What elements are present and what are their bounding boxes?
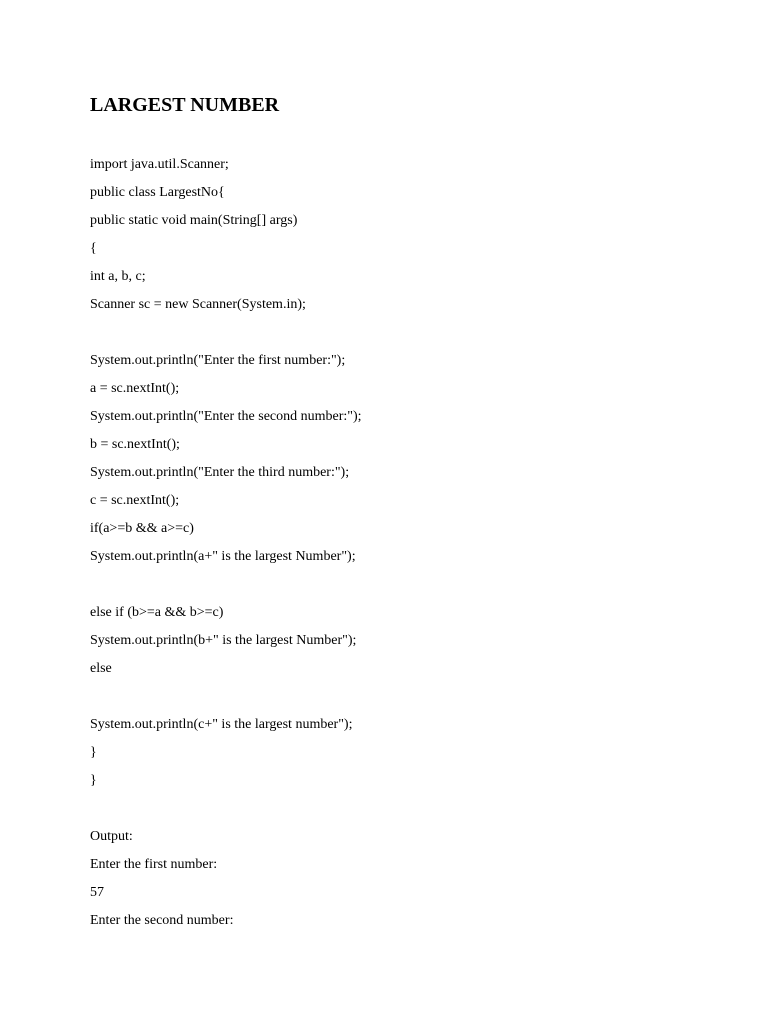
code-line: int a, b, c;: [90, 269, 146, 284]
code-line: System.out.println(b+" is the largest Number");: [90, 633, 357, 648]
code-line: System.out.println(a+" is the largest Number");: [90, 549, 356, 564]
output-line: Enter the second number:: [90, 913, 234, 928]
code-line: System.out.println(c+" is the largest number");: [90, 717, 353, 732]
code-line: }: [90, 773, 97, 788]
code-line: else: [90, 661, 112, 676]
code-line: {: [90, 241, 97, 256]
code-line: import java.util.Scanner;: [90, 157, 229, 172]
code-line: System.out.println("Enter the third number:");: [90, 465, 350, 480]
code-line: }: [90, 745, 97, 760]
code-line: System.out.println("Enter the second number:");: [90, 409, 362, 424]
code-line: b = sc.nextInt();: [90, 437, 180, 452]
output-label: Output:: [90, 829, 133, 844]
code-line: public static void main(String[] args): [90, 213, 298, 228]
code-line: c = sc.nextInt();: [90, 493, 180, 508]
code-line: System.out.println("Enter the first number:");: [90, 353, 346, 368]
code-line: else if (b>=a && b>=c): [90, 605, 224, 620]
code-line: public class LargestNo{: [90, 185, 225, 200]
output-line: Enter the first number:: [90, 857, 218, 872]
code-line: if(a>=b && a>=c): [90, 521, 194, 536]
code-line: a = sc.nextInt();: [90, 381, 180, 396]
document-title: LARGEST NUMBER: [90, 94, 280, 116]
code-line: Scanner sc = new Scanner(System.in);: [90, 297, 306, 312]
output-line: 57: [90, 885, 104, 900]
